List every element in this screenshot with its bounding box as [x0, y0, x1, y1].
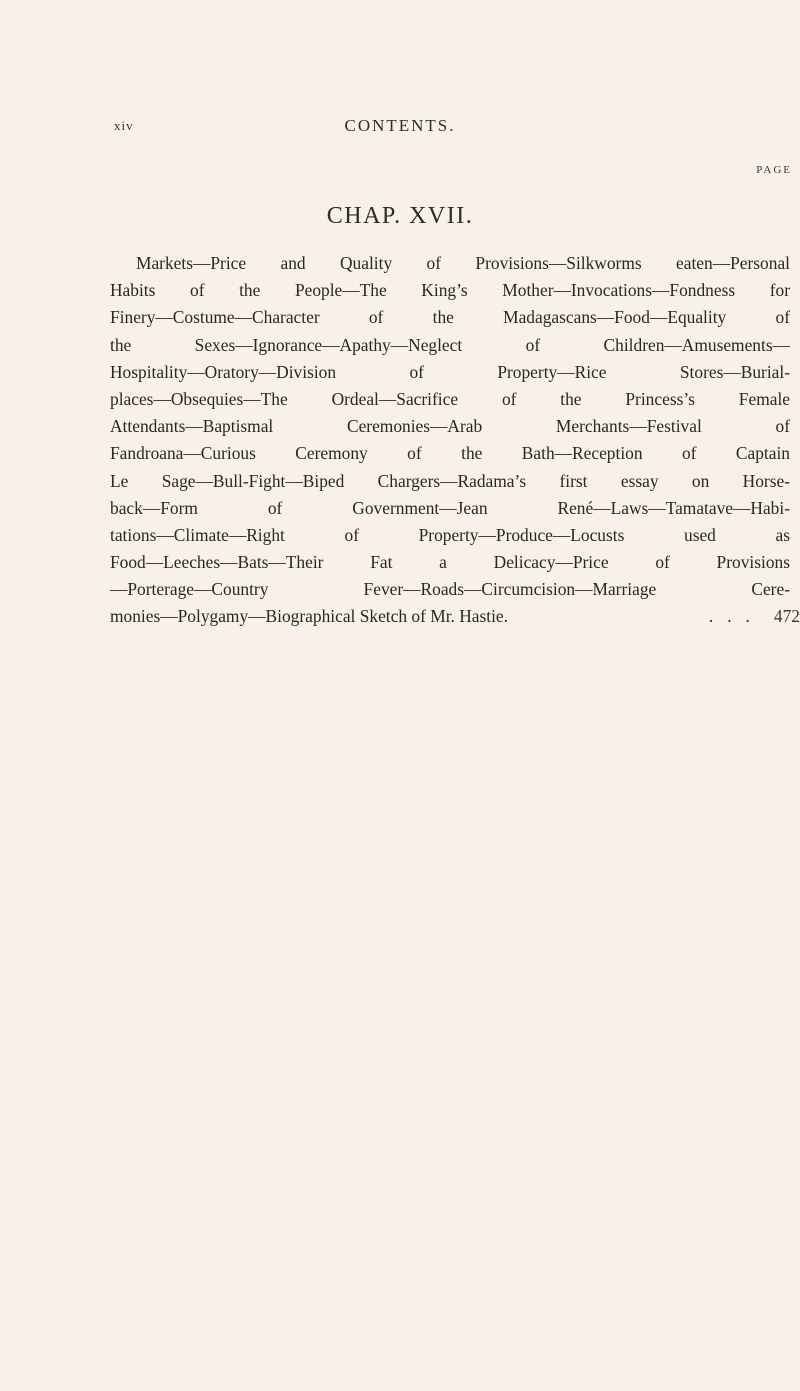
summary-line: Hospitality—Oratory—Division of Property—Rice Stores—Burial-	[110, 361, 790, 382]
page-column-label: PAGE	[756, 164, 792, 176]
summary-line: Finery—Costume—Character of the Madagascans—Food—Equality of	[110, 307, 790, 328]
running-title: CONTENTS.	[344, 116, 456, 135]
summary-line: tations—Climate—Right of Property—Produce—Locusts used as	[110, 524, 790, 545]
summary-line: places—Obsequies—The Ordeal—Sacrifice of the Princess’s Female	[110, 388, 790, 409]
dot-leader: ...	[708, 606, 764, 627]
summary-line: the Sexes—Ignorance—Apathy—Neglect of Children—Amusements—	[110, 334, 790, 355]
summary-line: —Porterage—Country Fever—Roads—Circumcision—Marriage Cere-	[110, 579, 790, 600]
running-head	[0, 118, 800, 142]
summary-line: back—Form of Government—Jean René—Laws—Tamatave—Habi-	[110, 497, 790, 518]
summary-line: Habits of the People—The King’s Mother—Invocations—Fondness for	[110, 280, 790, 301]
summary-line: Markets—Price and Quality of Provisions—Silkworms eaten—Personal	[136, 253, 790, 273]
summary-line: Le Sage—Bull-Fight—Biped Chargers—Radama’s first essay on Horse-	[110, 470, 790, 491]
summary-line: Food—Leeches—Bats—Their Fat a Delicacy—Price of Provisions	[110, 552, 790, 573]
summary-final-line	[110, 603, 800, 630]
chapter-summary	[110, 250, 800, 631]
summary-line: Attendants—Baptismal Ceremonies—Arab Merchants—Festival of	[110, 416, 790, 437]
summary-line: Fandroana—Curious Ceremony of the Bath—Reception of Captain	[110, 443, 790, 464]
page-reference: 472	[773, 606, 800, 627]
chapter-heading: CHAP. XVII.	[326, 203, 474, 229]
summary-line: monies—Polygamy—Biographical Sketch of Mr. Hastie.	[110, 606, 508, 627]
page-numeral: xiv	[114, 118, 134, 133]
